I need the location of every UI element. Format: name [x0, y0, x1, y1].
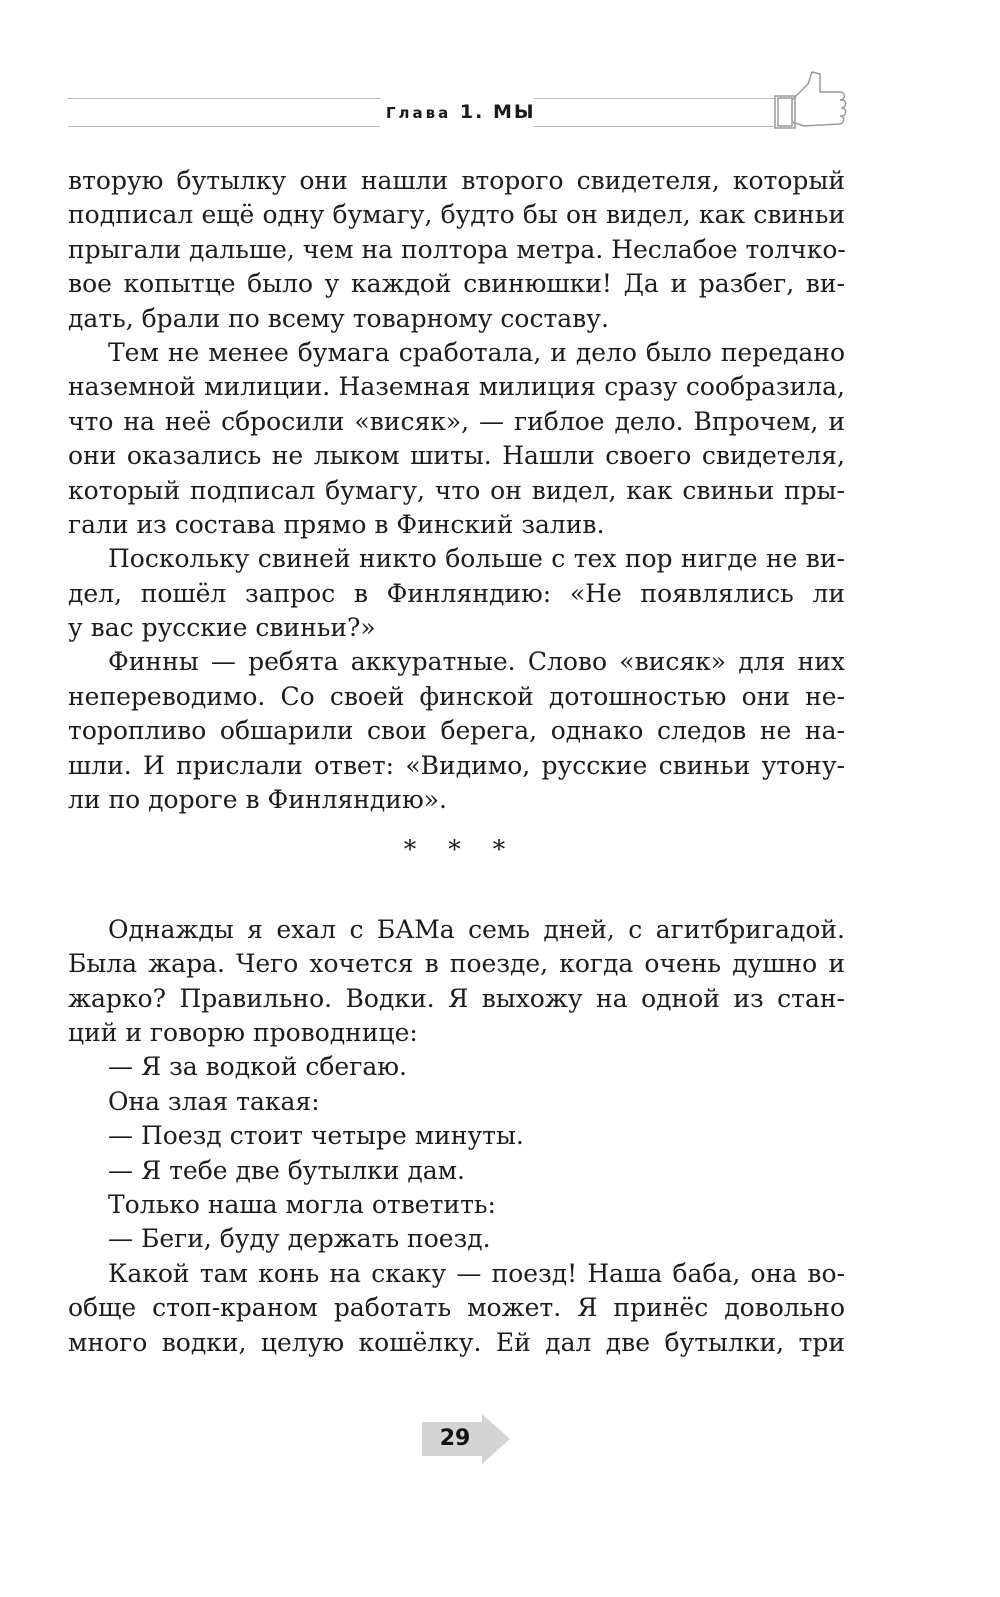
text-line: Тем не менее бумага сработала, и дело было передано [108, 337, 845, 367]
chapter-number: 1. [459, 101, 485, 123]
text-line: ций и говорю проводнице: [68, 1017, 418, 1047]
paragraph [68, 913, 845, 1051]
text-line: Какой там конь на скаку — поезд! Наша баба, она во- [108, 1258, 845, 1288]
dialogue [68, 1050, 845, 1256]
dialogue-line: — Поезд стоит четыре минуты. [108, 1121, 524, 1151]
dialogue-line: — Я за водкой сбегаю. [108, 1052, 407, 1082]
text-line: который подписал бумагу, что он видел, как свиньи пры- [68, 475, 845, 505]
text-line: торопливо обшарили свои берега, однако следов не на- [68, 716, 845, 746]
page-number: 29 [439, 1426, 471, 1451]
dialogue-line: Только наша могла ответить: [108, 1189, 496, 1219]
text-line: наземной милиции. Наземная милиция сразу сообразила, [68, 372, 845, 402]
text-line: вое копытце было у каждой свинюшки! Да и разбег, ви- [68, 269, 845, 299]
text-line: Поскольку свиней никто больше с тех пор нигде не ви- [108, 544, 845, 574]
dialogue-line: Она злая такая: [108, 1086, 320, 1116]
section-separator: * * * [403, 835, 518, 865]
text-line: они оказались не лыком шиты. Нашли своего свидетеля, [68, 441, 845, 471]
header-rule [68, 98, 380, 99]
text-line: Была жара. Чего хочется в поезде, когда очень душно и [68, 949, 845, 979]
text-line: обще стоп-краном работать может. Я принёс довольно [68, 1293, 845, 1323]
page-body [68, 164, 845, 1360]
text-line: дел, пошёл запрос в Финляндию: «Не появлялись ли [68, 578, 845, 608]
page-number-badge [420, 1414, 512, 1464]
text-line: вторую бутылку они нашли второго свидетеля, который [68, 166, 845, 195]
header-rule [534, 98, 774, 99]
header-rule [68, 126, 380, 127]
paragraph [68, 542, 845, 645]
header-rule [534, 126, 774, 127]
text-line: ли по дороге в Финляндию». [68, 785, 447, 815]
text-line: Финны — ребята аккуратные. Слово «висяк» для них [108, 647, 845, 677]
chapter-title [386, 101, 536, 123]
text-line: Однажды я ехал с БАМа семь дней, с агитбригадой. [108, 914, 845, 944]
text-line: жарко? Правильно. Водки. Я выхожу на одной из стан- [68, 983, 845, 1013]
text-line: дать, брали по всему товарному составу. [68, 303, 609, 333]
text-line: у вас русские свиньи?» [68, 613, 376, 643]
chapter-word: Глава [386, 104, 452, 122]
paragraph [68, 336, 845, 542]
text-line: много водки, целую кошёлку. Ей дал две бутылки, три [68, 1327, 845, 1357]
dialogue-line: — Беги, буду держать поезд. [108, 1224, 491, 1254]
text-line: прыгали дальше, чем на полтора метра. Неслабое толчко- [68, 234, 846, 264]
text-line: непереводимо. Со своей финской дотошностью они не- [68, 681, 845, 711]
paragraph [68, 645, 845, 817]
thumbs-up-icon [774, 70, 848, 132]
text-line: шли. И прислали ответ: «Видимо, русские свиньи утону- [68, 750, 845, 780]
text-line: гали из состава прямо в Финский залив. [68, 509, 605, 539]
text-line: подписал ещё одну бумагу, будто бы он видел, как свиньи [68, 200, 845, 230]
running-header [68, 70, 848, 132]
paragraph [68, 164, 845, 336]
paragraph [68, 1257, 845, 1360]
text-line: что на неё сбросили «висяк», — гиблое дело. Впрочем, и [68, 406, 845, 436]
dialogue-line: — Я тебе две бутылки дам. [108, 1155, 466, 1185]
chapter-name: МЫ [492, 101, 536, 123]
